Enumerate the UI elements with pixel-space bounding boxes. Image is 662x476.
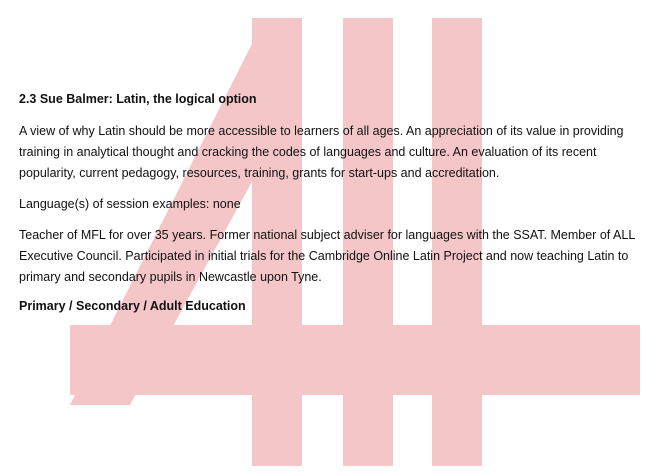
session-entry (19, 91, 651, 315)
session-heading: 2.3 Sue Balmer: Latin, the logical option (19, 92, 257, 106)
audience-levels: Primary / Secondary / Adult Education (19, 299, 246, 313)
session-description: A view of why Latin should be more accessible to learners of all ages. An appreciation of its value in providing training in analytical thought and cracking the codes of languages and culture. An evaluation of its recent popularity, current pedagogy, resources, training, grants for start-ups and accreditation. (19, 124, 624, 180)
presenter-bio: Teacher of MFL for over 35 years. Former national subject adviser for languages with the SSAT. Member of ALL Executive Council. Participated in initial trials for the Cambridge Online Latin Project and now teaching Latin to primary and secondary pupils in Newcastle upon Tyne. (19, 228, 635, 284)
session-languages: Language(s) of session examples: none (19, 197, 241, 211)
